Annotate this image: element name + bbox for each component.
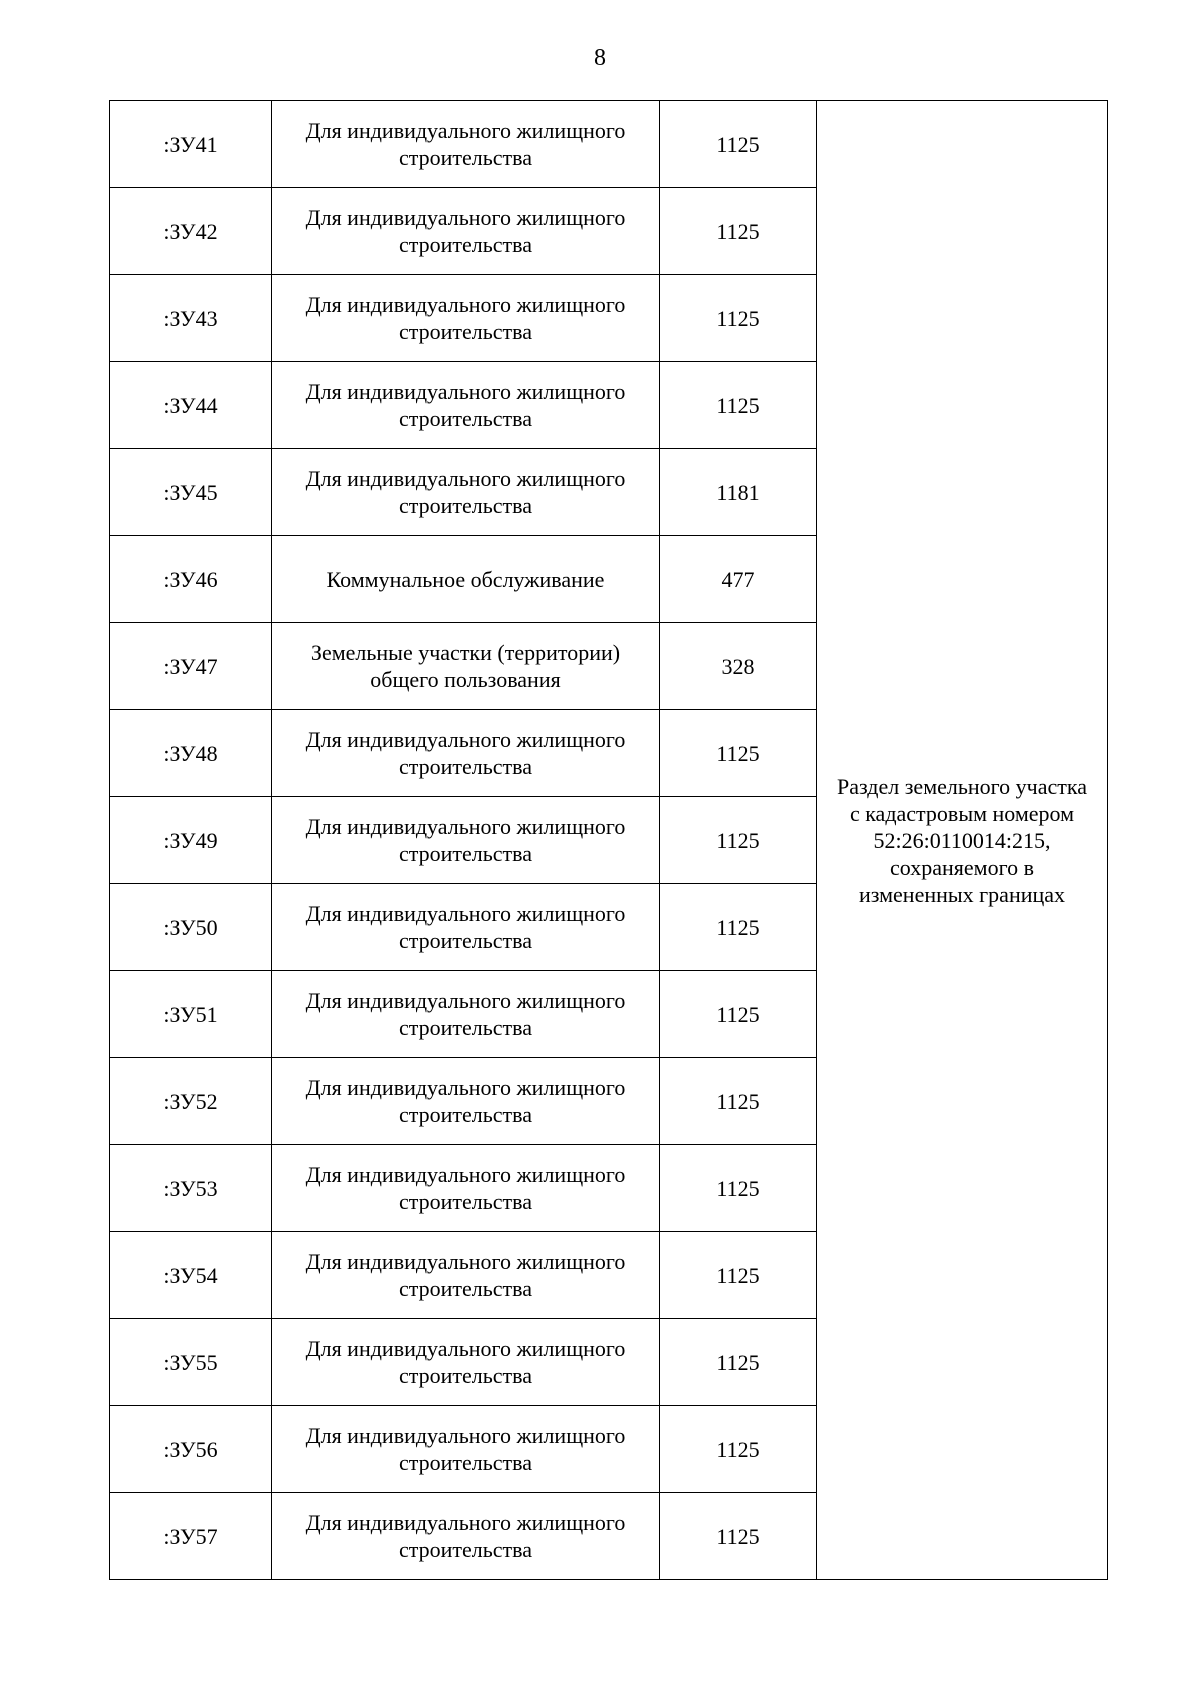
area-cell: 1125 <box>660 188 817 275</box>
area-cell: 1125 <box>660 1319 817 1406</box>
permitted-use-cell: Для индивидуального жилищного строительства <box>272 449 660 536</box>
area-cell: 1125 <box>660 362 817 449</box>
plot-id-cell: :ЗУ43 <box>110 275 272 362</box>
plot-id-cell: :ЗУ57 <box>110 1493 272 1580</box>
area-cell: 1125 <box>660 1145 817 1232</box>
plot-id-cell: :ЗУ46 <box>110 536 272 623</box>
area-cell: 1181 <box>660 449 817 536</box>
area-cell: 1125 <box>660 1232 817 1319</box>
permitted-use-cell: Для индивидуального жилищного строительства <box>272 710 660 797</box>
plot-id-cell: :ЗУ53 <box>110 1145 272 1232</box>
permitted-use-cell: Земельные участки (территории) общего пользования <box>272 623 660 710</box>
area-cell: 477 <box>660 536 817 623</box>
land-plots-table <box>109 100 1108 1580</box>
permitted-use-cell: Для индивидуального жилищного строительства <box>272 101 660 188</box>
plot-id-cell: :ЗУ45 <box>110 449 272 536</box>
permitted-use-cell: Для индивидуального жилищного строительства <box>272 1058 660 1145</box>
permitted-use-cell: Для индивидуального жилищного строительства <box>272 971 660 1058</box>
plot-id-cell: :ЗУ49 <box>110 797 272 884</box>
plot-id-cell: :ЗУ44 <box>110 362 272 449</box>
area-cell: 1125 <box>660 1058 817 1145</box>
area-cell: 1125 <box>660 710 817 797</box>
permitted-use-cell: Коммунальное обслуживание <box>272 536 660 623</box>
permitted-use-cell: Для индивидуального жилищного строительства <box>272 1493 660 1580</box>
area-cell: 1125 <box>660 884 817 971</box>
plot-id-cell: :ЗУ51 <box>110 971 272 1058</box>
plot-id-cell: :ЗУ55 <box>110 1319 272 1406</box>
permitted-use-cell: Для индивидуального жилищного строительства <box>272 1145 660 1232</box>
plot-id-cell: :ЗУ56 <box>110 1406 272 1493</box>
plot-id-cell: :ЗУ47 <box>110 623 272 710</box>
area-cell: 1125 <box>660 797 817 884</box>
permitted-use-cell: Для индивидуального жилищного строительства <box>272 188 660 275</box>
plot-id-cell: :ЗУ41 <box>110 101 272 188</box>
permitted-use-cell: Для индивидуального жилищного строительства <box>272 1319 660 1406</box>
area-cell: 1125 <box>660 1406 817 1493</box>
permitted-use-cell: Для индивидуального жилищного строительства <box>272 362 660 449</box>
remark-cell <box>817 101 1108 1580</box>
area-cell: 1125 <box>660 1493 817 1580</box>
permitted-use-cell: Для индивидуального жилищного строительства <box>272 797 660 884</box>
area-cell: 328 <box>660 623 817 710</box>
permitted-use-cell: Для индивидуального жилищного строительства <box>272 1232 660 1319</box>
area-cell: 1125 <box>660 971 817 1058</box>
table-row <box>110 101 1108 188</box>
page-number: 8 <box>594 45 606 71</box>
plot-id-cell: :ЗУ52 <box>110 1058 272 1145</box>
remark-text: Раздел земельного участка с кадастровым номером 52:26:0110014:215, сохраняемого в измененных границах <box>837 773 1087 907</box>
plot-id-cell: :ЗУ48 <box>110 710 272 797</box>
plot-id-cell: :ЗУ54 <box>110 1232 272 1319</box>
plot-id-cell: :ЗУ50 <box>110 884 272 971</box>
plot-id-cell: :ЗУ42 <box>110 188 272 275</box>
permitted-use-cell: Для индивидуального жилищного строительства <box>272 1406 660 1493</box>
permitted-use-cell: Для индивидуального жилищного строительства <box>272 884 660 971</box>
area-cell: 1125 <box>660 101 817 188</box>
area-cell: 1125 <box>660 275 817 362</box>
permitted-use-cell: Для индивидуального жилищного строительства <box>272 275 660 362</box>
